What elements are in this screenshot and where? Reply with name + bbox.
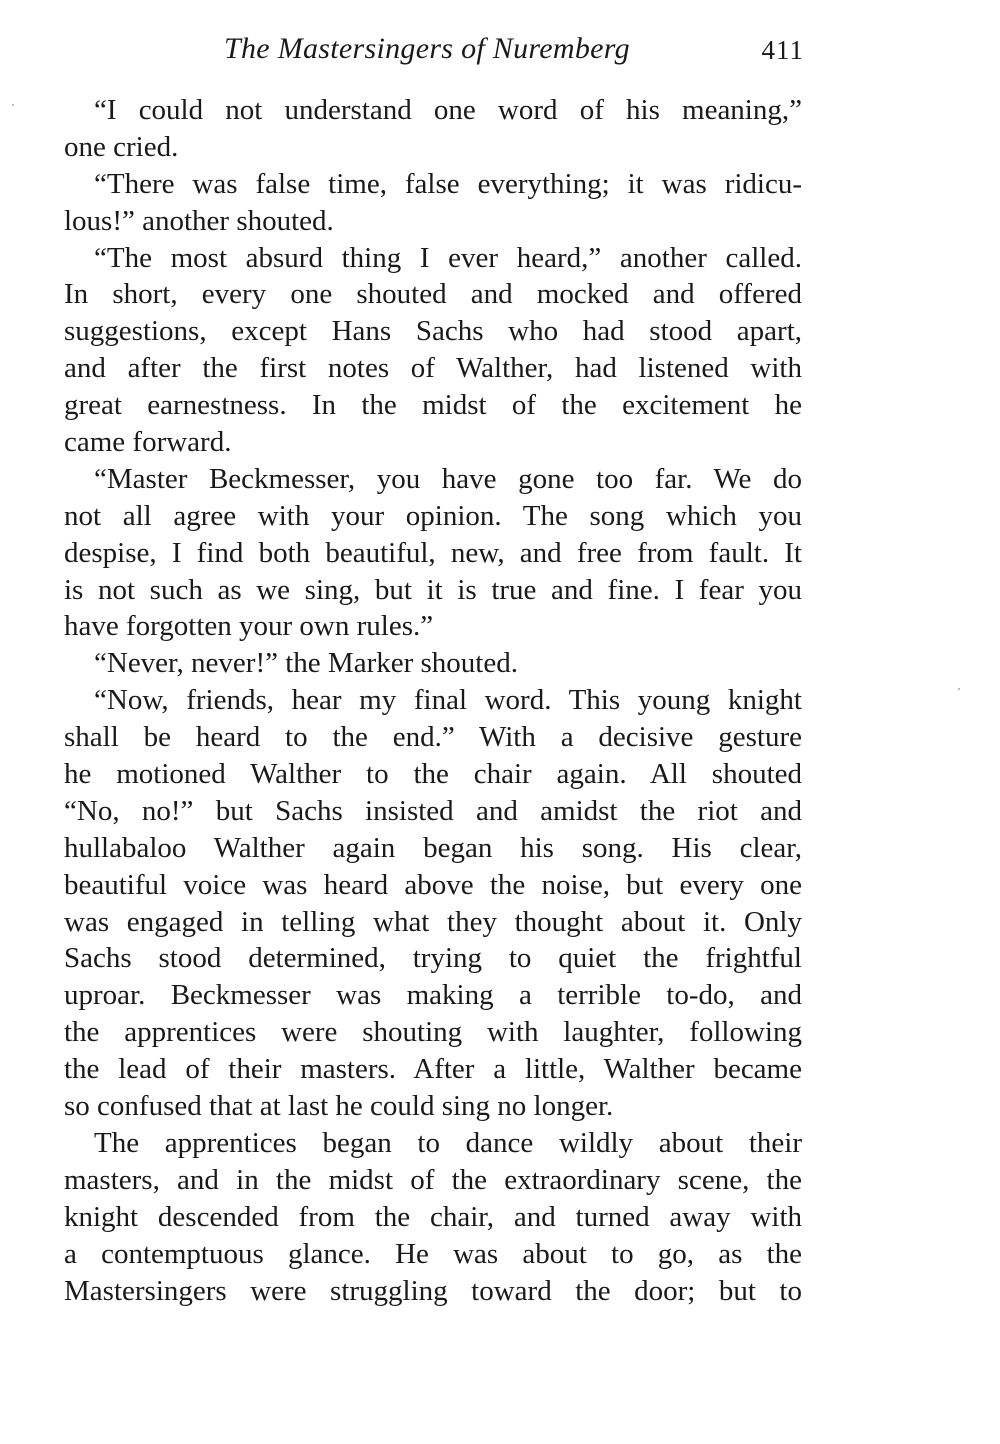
scan-speck [12,104,14,106]
text-line: “The most absurd thing I ever heard,” another called. [94,241,802,274]
text-line: great earnestness. In the midst of the excitement he [64,389,802,422]
text-line: suggestions, except Hans Sachs who had stood apart, [64,315,802,348]
running-header [64,32,804,72]
text-line: Sachs stood determined, trying to quiet the frightful [64,942,802,975]
text-line: knight descended from the chair, and turned away with [64,1200,802,1233]
text-line: so confused that at last he could sing no longer. [64,1090,614,1123]
text-line: “No, no!” but Sachs insisted and amidst the riot and [64,794,802,827]
text-line: “There was false time, false everything; it was ridicu- [94,167,802,200]
text-line: masters, and in the midst of the extraordinary scene, the [64,1163,802,1196]
text-line: lous!” another shouted. [64,204,334,237]
text-line: a contemptuous glance. He was about to go, as the [64,1237,802,1270]
text-line: beautiful voice was heard above the noise, but every one [64,868,802,901]
text-line: In short, every one shouted and mocked and offered [64,278,802,311]
text-line: he motioned Walther to the chair again. All shouted [64,758,802,791]
text-line: was engaged in telling what they thought about it. Only [64,905,802,938]
text-line: “I could not understand one word of his meaning,” [94,94,802,126]
page-number: 411 [761,35,804,65]
text-line: have forgotten your own rules.” [64,610,434,643]
text-line: the apprentices were shouting with laughter, following [64,1016,802,1049]
text-line: Mastersingers were struggling toward the door; but to [64,1274,802,1307]
text-line: uproar. Beckmesser was making a terrible to-do, and [64,979,802,1012]
text-line: not all agree with your opinion. The song which you [64,499,802,532]
text-line: “Master Beckmesser, you have gone too far. We do [94,462,802,495]
text-line: The apprentices began to dance wildly about their [94,1126,802,1159]
text-line: despise, I find both beautiful, new, and free from fault. It [64,536,802,569]
text-line: is not such as we sing, but it is true and fine. I fear you [64,573,802,606]
running-title: The Mastersingers of Nuremberg [224,32,630,65]
text-line: one cried. [64,130,179,163]
text-line: the lead of their masters. After a little, Walther became [64,1053,802,1086]
text-line: and after the first notes of Walther, had listened with [64,352,802,385]
scan-speck [958,688,960,690]
text-line: “Now, friends, hear my final word. This young knight [94,684,802,717]
text-line: shall be heard to the end.” With a decisive gesture [64,721,802,754]
text-line: hullabaloo Walther again began his song. His clear, [64,831,802,864]
body-text [64,92,802,1309]
text-line: came forward. [64,426,232,459]
text-line: “Never, never!” the Marker shouted. [94,647,518,680]
